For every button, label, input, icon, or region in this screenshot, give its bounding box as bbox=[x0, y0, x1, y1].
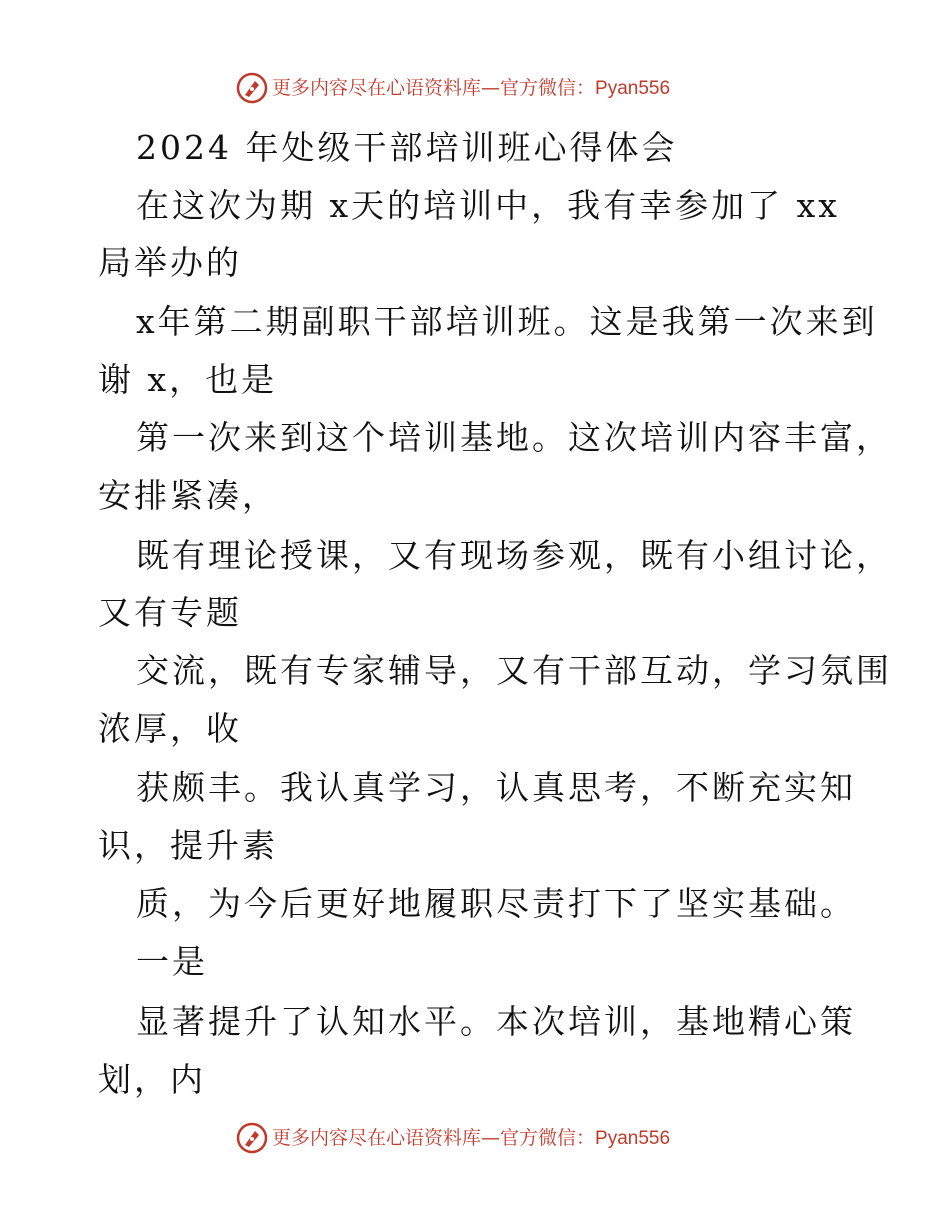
header-watermark-banner bbox=[0, 70, 950, 110]
text-line: 质，为今后更好地履职尽责打下了坚实基础。 bbox=[136, 884, 856, 923]
separator: — bbox=[481, 77, 501, 99]
pen-nib-logo-icon bbox=[236, 1122, 268, 1154]
footer-watermark-banner bbox=[0, 1120, 950, 1160]
promo-text: 更多内容尽在心语资料库 bbox=[272, 1127, 482, 1149]
text-line: 局举办的 bbox=[98, 243, 242, 282]
text-line: 一是 bbox=[136, 942, 208, 981]
text-line: 又有专题 bbox=[98, 593, 242, 632]
watermark-text bbox=[272, 76, 670, 101]
text-line: 显著提升了认知水平。本次培训，基地精心策 bbox=[136, 1002, 856, 1041]
promo-text: 更多内容尽在心语资料库 bbox=[272, 77, 482, 99]
text-line: 划，内 bbox=[98, 1060, 206, 1099]
wechat-id: Pyan556 bbox=[595, 1128, 671, 1149]
text-line: 浓厚，收 bbox=[98, 709, 242, 748]
text-line: x年第二期副职干部培训班。这是我第一次来到 bbox=[136, 302, 878, 341]
text-line: 谢 x，也是 bbox=[98, 360, 278, 399]
wechat-label: 官方微信： bbox=[500, 1127, 596, 1149]
pen-nib-logo-icon bbox=[236, 72, 268, 104]
watermark-text bbox=[272, 1126, 670, 1151]
wechat-label: 官方微信： bbox=[500, 77, 596, 99]
text-line: 在这次为期 x天的培训中，我有幸参加了 xx bbox=[136, 186, 840, 225]
text-line: 第一次来到这个培训基地。这次培训内容丰富， bbox=[136, 418, 892, 457]
text-line: 安排紧凑， bbox=[98, 476, 278, 515]
text-line: 交流，既有专家辅导，又有干部互动，学习氛围 bbox=[136, 651, 892, 690]
text-line: 获颇丰。我认真学习，认真思考，不断充实知 bbox=[136, 768, 856, 807]
separator: — bbox=[481, 1127, 501, 1149]
text-line: 既有理论授课，又有现场参观，既有小组讨论， bbox=[136, 536, 892, 575]
wechat-id: Pyan556 bbox=[595, 78, 671, 99]
document-title: 2024 年处级干部培训班心得体会 bbox=[136, 128, 678, 167]
text-line: 识，提升素 bbox=[98, 826, 278, 865]
